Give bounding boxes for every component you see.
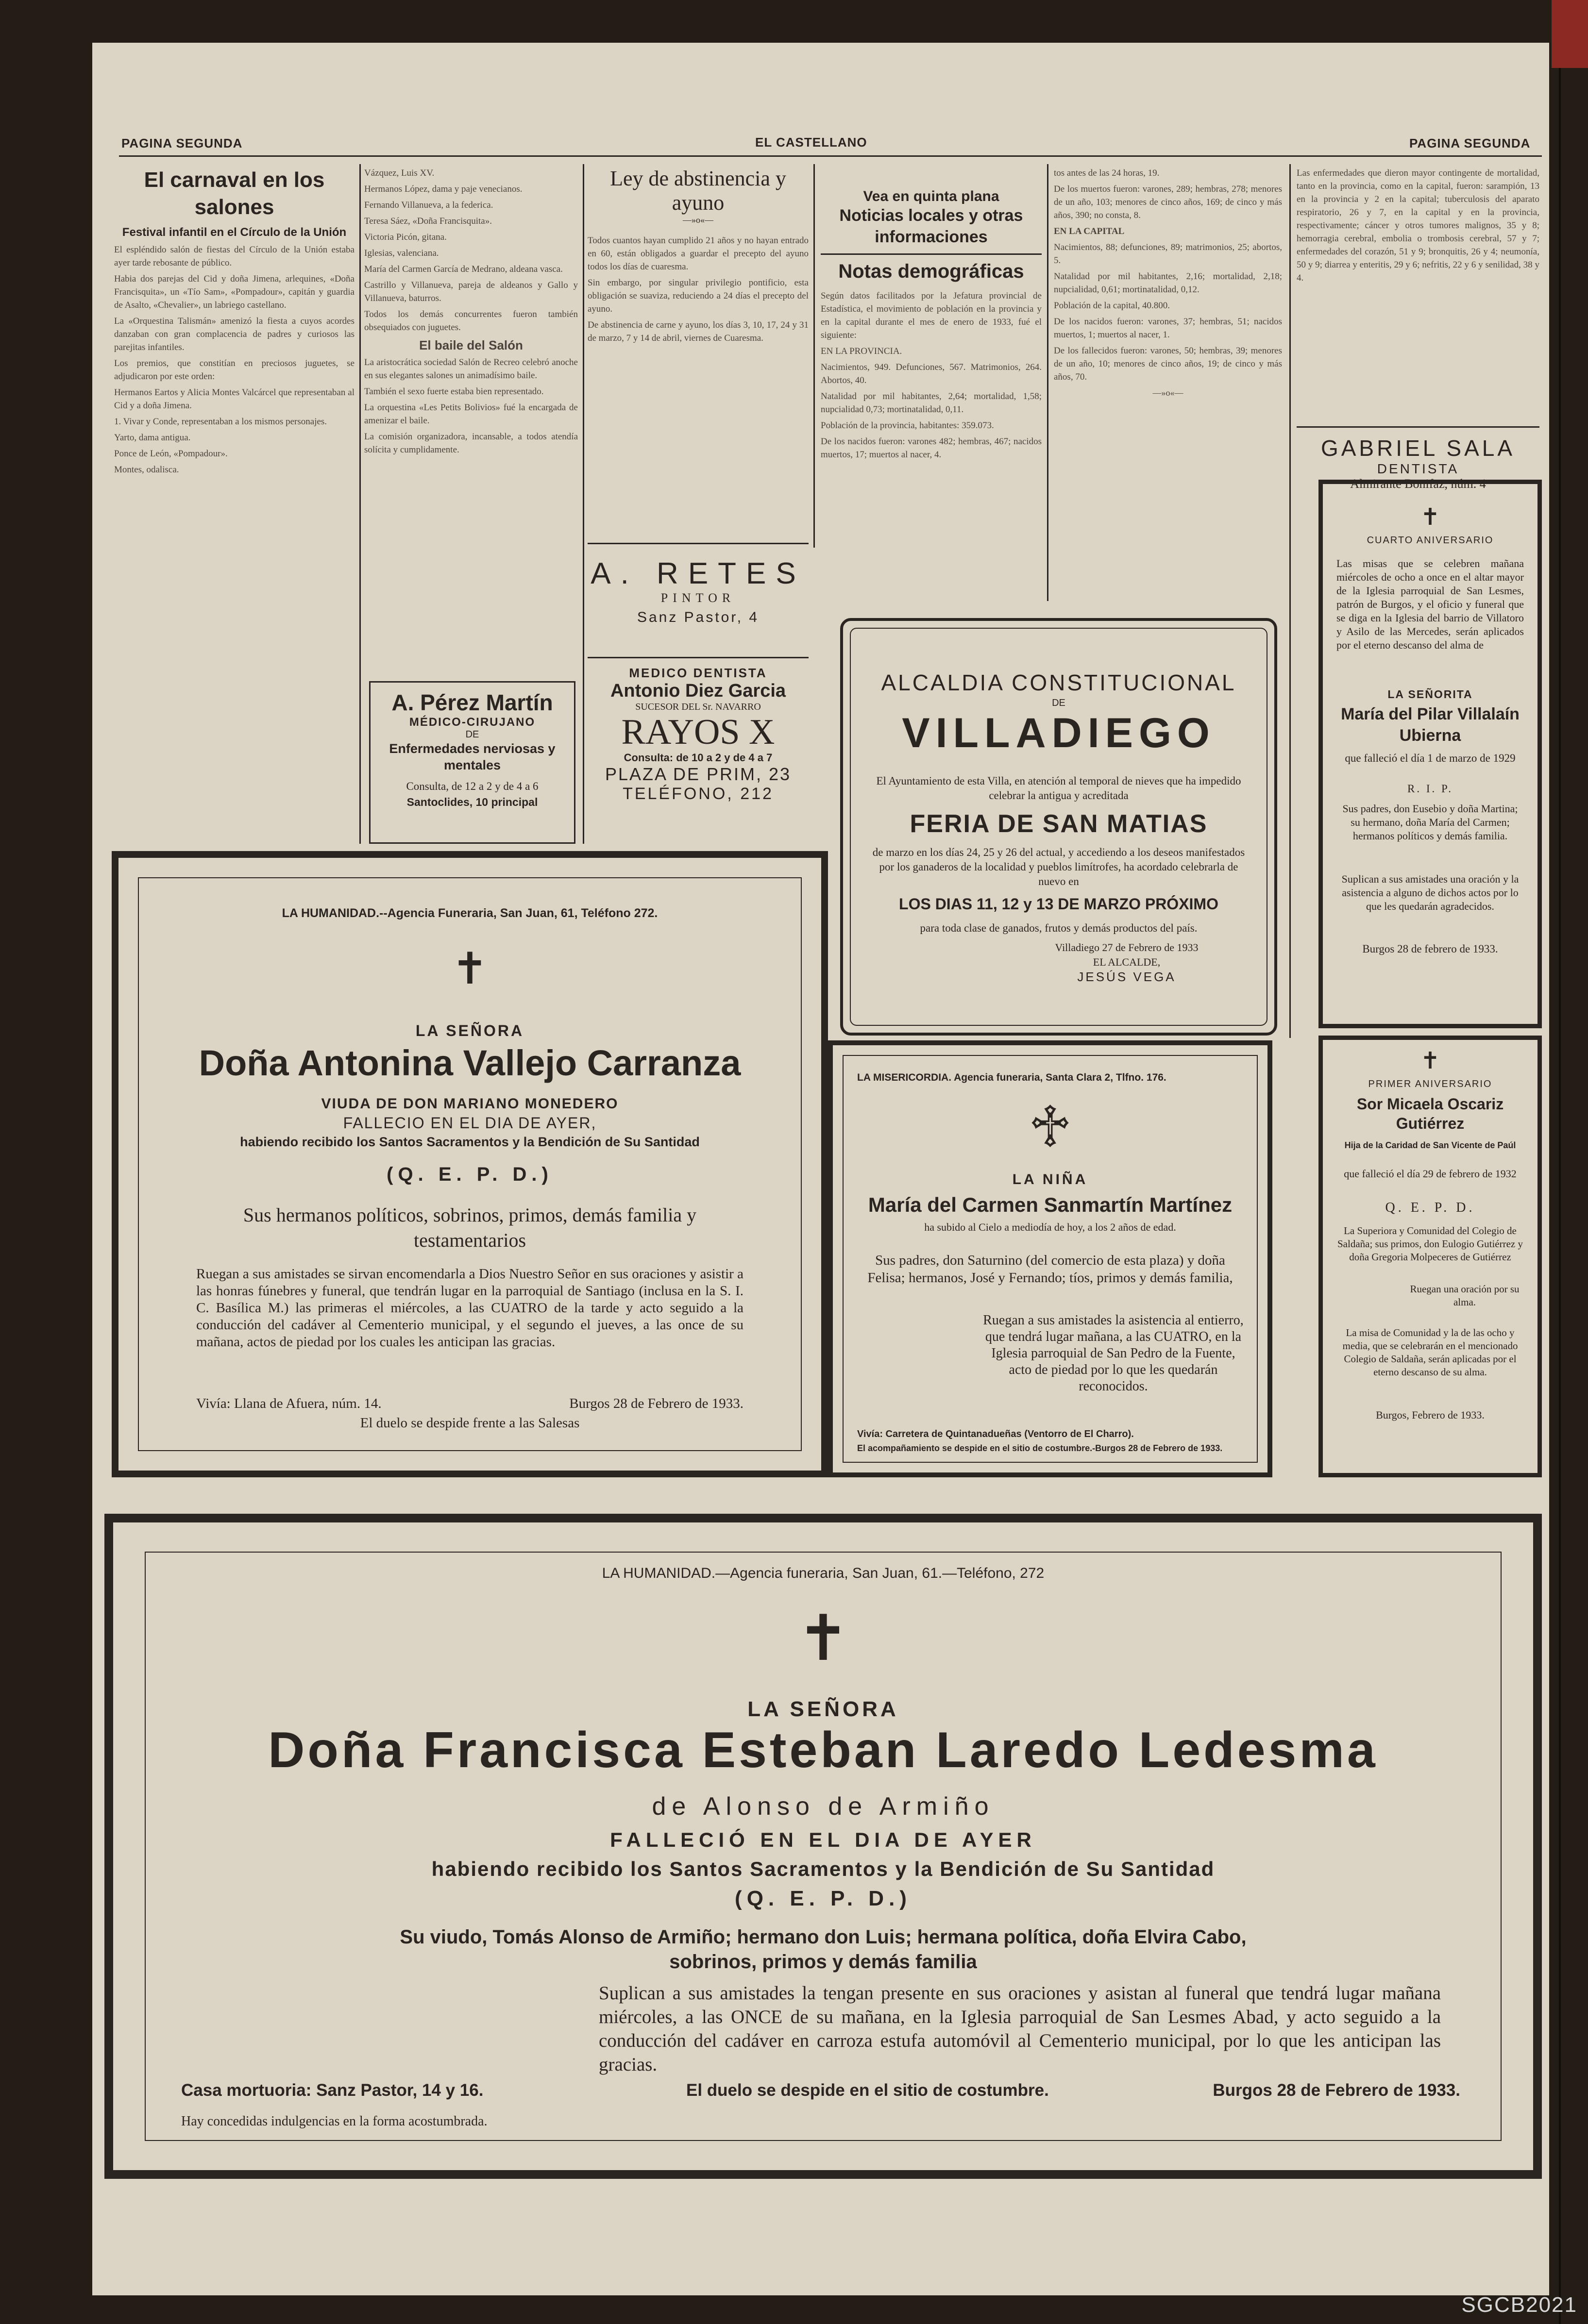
ubierna-date: Burgos 28 de febrero de 1933. bbox=[1362, 943, 1498, 955]
ubierna-cross-icon: ✝ bbox=[1420, 504, 1440, 530]
header-rule bbox=[119, 155, 1542, 157]
demo-c3: EN LA CAPITAL bbox=[1054, 226, 1125, 236]
ad-diez-garcia bbox=[588, 662, 809, 846]
sanmartin-la-nina: LA NIÑA bbox=[1012, 1171, 1088, 1187]
demo-p4: Natalidad por mil habitantes, 2,64; mortalidad, 1,58; nupcialidad 0,73; mortinatalidad, 0,11. bbox=[821, 391, 1042, 415]
esteban-de: de Alonso de Armiño bbox=[652, 1792, 995, 1821]
vallejo-body: Ruegan a sus amistades se sirvan encomendarla a Dios Nuestro Señor en sus oraciones y asistir a las honras fúnebres y funeral, que tendrán lugar en la parroquial de Santiago (inclusa en la S. I. C. Basílica M.) las primeras el miércoles, a las CUATRO de la tarde y acto seguido a la conducción del cadáver al Cementerio municipal, y el segundo el jueves, a las once de su mañana, actos de piedad por los cuales les anticipan las gracias. bbox=[196, 1266, 743, 1350]
oscariz-date: Burgos, Febrero de 1933. bbox=[1376, 1409, 1485, 1421]
sanmartin-body: Ruegan a sus amistades la asistencia al entierro, que tendrá lugar mañana, a las CUATRO, en la Iglesia parroquial de San Pedro de la Fuente, acto de piedad por lo que les quedarán reconocidos. bbox=[983, 1313, 1244, 1394]
retes-title: PINTOR bbox=[660, 591, 736, 605]
archive-watermark: SGCB2021 bbox=[1461, 2293, 1577, 2317]
demo-c8: De los fallecidos fueron: varones, 50; hembras, 39; menores de un año, 10; menores de cinco años, 19; de cinco y más años, 70. bbox=[1054, 346, 1282, 382]
demo-c4: Nacimientos, 88; defunciones, 89; matrimonios, 25; abortos, 5. bbox=[1054, 242, 1282, 266]
carnaval-p6: 1. Vivar y Conde, representaban a los mismos personajes. bbox=[114, 417, 327, 427]
retes-rule bbox=[588, 657, 809, 658]
sanmartin-address: Vivía: Carretera de Quintanadueñas (Ventorro de El Charro). bbox=[857, 1429, 1134, 1439]
cont-p7: María del Carmen García de Medrano, aldeana vasca. bbox=[364, 264, 563, 274]
esteban-rip: (Q. E. P. D.) bbox=[735, 1887, 912, 1910]
vallejo-family: Sus hermanos políticos, sobrinos, primos, demás familia y testamentarios bbox=[243, 1204, 697, 1251]
vallejo-cross-icon: ✝ bbox=[451, 945, 489, 993]
quinta-label: Vea en quinta plana bbox=[863, 188, 999, 204]
diez-hours: Consulta: de 10 a 2 y de 4 a 7 bbox=[624, 752, 773, 764]
esteban-indulgences: Hay concedidas indulgencias en la forma acostumbrada. bbox=[181, 2114, 488, 2129]
anniversary-oscariz bbox=[1318, 1036, 1542, 1477]
perez-title: MÉDICO-CIRUJANO bbox=[409, 716, 536, 729]
oscariz-name: Sor Micaela Oscariz Gutiérrez bbox=[1356, 1095, 1504, 1132]
ubierna-la-senorita: LA SEÑORITA bbox=[1387, 688, 1473, 701]
vallejo-died: FALLECIO EN EL DIA DE AYER, bbox=[343, 1114, 597, 1132]
ubierna-request: Suplican a sus amistades una oración y la asistencia a alguno de dichos actos por lo que les quedarán agradecidos. bbox=[1341, 873, 1519, 912]
enf-p1: Las enfermedades que dieron mayor contingente de mortalidad, tanto en la provincia, como en la capital, fueron: sarampión, 13 en la provincia y 2 en la capital; tuberculosis del aparato respiratorio, 26 y 7, en la capital y en la provincia, respectivamente; cáncer y otros tumores malignos, 35 y 8; hemorragia cerebral, embolia o trombosis cerebral, 57 y 7; enfermedades del corazón, 51 y 9; bronquitis, 26 y 4; neumonía, 50 y 9; diarrea y enteritis, 29 y 6; nefritis, 22 y 6 y senilidad, 38 y 4. bbox=[1297, 168, 1539, 283]
carnaval-p2: Habia dos parejas del Cid y doña Jimena, arlequines, «Doña Francisquita», un «Tío Sam», «Pompadour», capitán y guardia de Asalto, «Chevalier», un labriego castellano. bbox=[114, 274, 355, 310]
perez-hours: Consulta, de 12 a 2 y de 4 a 6 bbox=[406, 780, 539, 792]
villadiego-town: VILLADIEGO bbox=[902, 710, 1216, 756]
villadiego-signed-name: JESÚS VEGA bbox=[1077, 970, 1176, 984]
sanmartin-name: María del Carmen Sanmartín Martínez bbox=[868, 1193, 1233, 1216]
carnaval-p7: Yarto, dama antigua. bbox=[114, 433, 191, 443]
diez-name: Antonio Diez Garcia bbox=[610, 681, 786, 701]
cont-p5: Victoria Picón, gitana. bbox=[364, 232, 447, 242]
ad-perez-martin bbox=[369, 681, 575, 844]
demo-p1: Según datos facilitados por la Jefatura provincial de Estadística, el movimiento de población en la provincia y en la capital durante el mes de enero de 1933, fué el siguiente: bbox=[821, 291, 1042, 340]
demo-c7: De los nacidos fueron: varones, 37; hembras, 51; nacidos muertos, 1; muertos al nacer, 1. bbox=[1054, 317, 1282, 340]
binding-ribbon bbox=[1552, 0, 1588, 68]
oscariz-cross-icon: ✝ bbox=[1420, 1048, 1440, 1074]
abstinencia-ornament: —»o«— bbox=[683, 215, 713, 225]
abst-p3: De abstinencia de carne y ayuno, los días 3, 10, 17, 24 y 31 de marzo, 7 y 14 de abril, viernes de Cuaresma. bbox=[588, 320, 809, 343]
carnaval-p5: Hermanos Eartos y Alicia Montes Valcárcel que representaban al Cid y a doña Jimena. bbox=[114, 387, 355, 411]
cont-p10: La aristocrática sociedad Salón de Recreo celebró anoche en sus elegantes salones un animadísimo baile. bbox=[364, 357, 578, 381]
ubierna-title: CUARTO ANIVERSARIO bbox=[1367, 535, 1494, 546]
esteban-family2: sobrinos, primos y demás familia bbox=[669, 1951, 977, 1973]
abstinencia-title: Ley de abstinencia y ayuno bbox=[610, 167, 786, 215]
carnaval-p4: Los premios, que constitían en preciosos juguetes, se adjudicaron por este orden: bbox=[114, 358, 355, 382]
demo-p3: Nacimientos, 949. Defunciones, 567. Matrimonios, 264. Abortos, 40. bbox=[821, 362, 1042, 385]
ubierna-name: María del Pilar Villalaín Ubierna bbox=[1341, 705, 1520, 745]
ubierna-family: Sus padres, don Eusebio y doña Martina; su hermano, doña María del Carmen; hermanos políticos y demás familia. bbox=[1342, 803, 1518, 842]
oscariz-request: Ruegan una oración por su alma. bbox=[1410, 1283, 1520, 1308]
esteban-agency: LA HUMANIDAD.—Agencia funeraria, San Juan, 61.—Teléfono, 272 bbox=[602, 1565, 1045, 1581]
carnaval-p1: El espléndido salón de fiestas del Círculo de la Unión estaba ayer tarde rebosante de público. bbox=[114, 245, 355, 268]
noticias-label: Noticias locales y otras informaciones bbox=[839, 206, 1023, 246]
cont-p1: Vázquez, Luis XV. bbox=[364, 168, 435, 178]
abst-p1: Todos cuantos hayan cumplido 21 años y no hayan entrado en 60, están obligados a guardar el precepto del ayuno todos los días de cuaresma. bbox=[588, 235, 809, 272]
sanmartin-ascended: ha subido al Cielo a mediodía de hoy, a los 2 años de edad. bbox=[924, 1221, 1176, 1233]
perez-de: DE bbox=[465, 729, 479, 740]
diez-rayos: RAYOS X bbox=[621, 712, 775, 752]
carnaval-p8: Ponce de León, «Pompadour». bbox=[114, 449, 228, 459]
esteban-body: Suplican a sus amistades la tengan presente en sus oraciones y asistan al funeral que tendrá lugar mañana miércoles, a las ONCE de su mañana, en la Iglesia parroquial de San Lesmes Abad, y acto seguido a la conducción del cadáver en carroza estufa automóvil al Cementerio municipal, por lo que les anticipan las gracias. bbox=[599, 1983, 1441, 2075]
enfermedades-text bbox=[1297, 167, 1539, 284]
sanmartin-parents: Sus padres, don Saturnino (del comercio de esta plaza) y doña Felisa; hermanos, José y Fernando; tíos, primos y demás familia, bbox=[867, 1253, 1233, 1286]
demo-c5: Natalidad por mil habitantes, 2,16; mortalidad, 2,18; nupcialidad, 0,61; mortinatalidad, 0,12. bbox=[1054, 271, 1282, 295]
column-demograficas bbox=[821, 188, 1042, 596]
oscariz-title: PRIMER ANIVERSARIO bbox=[1368, 1079, 1492, 1089]
column-carnaval bbox=[114, 167, 355, 849]
col-rule-4 bbox=[1047, 164, 1048, 601]
header-center: EL CASTELLANO bbox=[755, 135, 867, 150]
vallejo-rip: (Q. E. P. D.) bbox=[387, 1164, 553, 1185]
carnaval-title: El carnaval en los salones bbox=[144, 168, 325, 219]
vallejo-date: Burgos 28 de Febrero de 1933. bbox=[569, 1396, 743, 1411]
demo-c6: Población de la capital, 40.800. bbox=[1054, 301, 1170, 311]
demograficas-title: Notas demográficas bbox=[838, 261, 1024, 282]
esteban-date: Burgos 28 de Febrero de 1933. bbox=[1213, 2081, 1460, 2100]
villadiego-body: de marzo en los días 24, 25 y 26 del actual, y accediendo a los deseos manifestados por los ganaderos de la localidad y pueblos limítrofes, ha acordado celebrarla de nuevo en bbox=[872, 846, 1245, 887]
esteban-sacraments: habiendo recibido los Santos Sacramentos y la Bendición de Su Santidad bbox=[431, 1857, 1215, 1880]
diez-address: PLAZA DE PRIM, 23 bbox=[605, 764, 792, 784]
oscariz-order: Hija de la Caridad de San Vicente de Paúl bbox=[1344, 1140, 1516, 1150]
oscariz-masses: La misa de Comunidad y la de las ocho y media, que se celebrarán en el mencionado Colegio de Saldaña, serán aplicadas por el eterno descanso de su alma. bbox=[1342, 1327, 1518, 1378]
oscariz-died: que falleció el día 29 de febrero de 1932 bbox=[1344, 1168, 1517, 1180]
carnaval-subtitle: Festival infantil en el Círculo de la Unión bbox=[122, 226, 347, 239]
obituary-esteban bbox=[104, 1514, 1542, 2179]
esteban-family1: Su viudo, Tomás Alonso de Armiño; hermano don Luis; hermana política, doña Elvira Cabo, bbox=[400, 1926, 1247, 1948]
carnaval-p3: La «Orquestina Talismán» amenizó la fiesta a cuyos acordes danzaban con gran complacencia de padres y curiosos las parejitas infantiles. bbox=[114, 316, 355, 352]
ubierna-died: que falleció el día 1 de marzo de 1929 bbox=[1345, 752, 1516, 764]
demo-c1: tos antes de las 24 horas, 19. bbox=[1054, 168, 1160, 178]
vallejo-widow: VIUDA DE DON MARIANO MONEDERO bbox=[321, 1096, 619, 1112]
demo-cont-text bbox=[1054, 167, 1282, 400]
diez-line1: MEDICO DENTISTA bbox=[629, 666, 767, 680]
vallejo-la-senora: LA SEÑORA bbox=[415, 1022, 524, 1039]
demo-c2: De los muertos fueron: varones, 289; hembras, 278; menores de un año, 103; menores de cinco años, 169; de cinco y más años, 390; no consta, 8. bbox=[1054, 184, 1282, 220]
newspaper-page bbox=[92, 43, 1549, 2295]
demograficas-rule bbox=[821, 253, 1042, 255]
column-enfermedades bbox=[1297, 167, 1539, 424]
cont-p3: Fernando Villanueva, a la federica. bbox=[364, 200, 493, 210]
cont-p2: Hermanos López, dama y paje venecianos. bbox=[364, 184, 523, 194]
vallejo-name: Doña Antonina Vallejo Carranza bbox=[199, 1043, 741, 1083]
col-rule-1 bbox=[359, 164, 361, 844]
carnaval-text bbox=[114, 243, 355, 476]
vallejo-agency: LA HUMANIDAD.--Agencia Funeraria, San Juan, 61, Teléfono 272. bbox=[282, 906, 658, 920]
carnaval-p9: Montes, odalisca. bbox=[114, 465, 179, 475]
ubierna-rip: R. I. P. bbox=[1407, 783, 1453, 795]
cont-p13: La comisión organizadora, incansable, a todos atendía solícita y cumplidamente. bbox=[364, 432, 578, 455]
obituary-sanmartin bbox=[828, 1040, 1272, 1477]
esteban-la-senora: LA SEÑORA bbox=[747, 1697, 899, 1721]
abst-p2: Sin embargo, por singular privilegio pontificio, esta obligación se suaviza, reduciendo a 24 días el precepto del ayuno. bbox=[588, 278, 809, 314]
sanmartin-angel-icon: ♱ bbox=[1028, 1095, 1073, 1160]
anniversary-ubierna bbox=[1318, 480, 1542, 1028]
villadiego-signed-role: EL ALCALDE, bbox=[1093, 956, 1161, 968]
esteban-farewell: El duelo se despide en el sitio de costumbre. bbox=[686, 2081, 1049, 2100]
retes-name: A. RETES bbox=[591, 557, 806, 590]
villadiego-event: FERIA DE SAN MATIAS bbox=[910, 810, 1208, 838]
diez-successor: SUCESOR DEL Sr. NAVARRO bbox=[635, 702, 761, 712]
perez-address: Santoclides, 10 principal bbox=[406, 796, 538, 808]
baile-subhead: El baile del Salón bbox=[419, 338, 523, 352]
oscariz-family: La Superiora y Comunidad del Colegio de Saldaña; sus primos, don Eulogio Gutiérrez y doña Gregoria Molpeceres de Gutiérrez bbox=[1337, 1225, 1523, 1263]
perez-name: A. Pérez Martín bbox=[391, 690, 553, 715]
header-left: PAGINA SEGUNDA bbox=[121, 136, 243, 150]
demo-p6: De los nacidos fueron: varones 482; hembras, 467; nacidos muertos, 17; muertos al nacer, 4. bbox=[821, 436, 1042, 460]
villadiego-intro: El Ayuntamiento de esta Villa, en atención al temporal de nieves que ha impedido celebrar la antigua y acreditada bbox=[876, 775, 1241, 802]
villadiego-goods: para toda clase de ganados, frutos y demás productos del país. bbox=[920, 922, 1198, 934]
col-rule-3 bbox=[813, 164, 815, 548]
demo-p5: Población de la provincia, habitantes: 359.073. bbox=[821, 420, 994, 431]
vallejo-sacraments: habiendo recibido los Santos Sacramentos y la Bendición de Su Santidad bbox=[240, 1135, 700, 1149]
binding-edge bbox=[1559, 0, 1561, 2324]
cont-p8: Castrillo y Villanueva, pareja de aldeanos y Gallo y Villanueva, baturros. bbox=[364, 280, 578, 303]
demograficas-text bbox=[821, 289, 1042, 461]
cont-p11: También el sexo fuerte estaba bien representado. bbox=[364, 386, 544, 397]
esteban-cross-icon: ✝ bbox=[796, 1604, 850, 1674]
abstinencia-text bbox=[588, 234, 809, 345]
demo-p2: EN LA PROVINCIA. bbox=[821, 346, 902, 356]
cont-p9: Todos los demás concurrentes fueron también obsequiados con juguetes. bbox=[364, 309, 578, 333]
villadiego-dates: LOS DIAS 11, 12 y 13 DE MARZO PRÓXIMO bbox=[899, 895, 1218, 913]
oscariz-rip: Q. E. P. D. bbox=[1385, 1200, 1475, 1215]
column-carnaval-cont bbox=[364, 167, 578, 676]
demo-ornament: —»o«— bbox=[1152, 388, 1183, 398]
retes-address: Sanz Pastor, 4 bbox=[637, 609, 760, 625]
abstinencia-rule bbox=[588, 543, 809, 544]
cont-p4: Teresa Sáez, «Doña Francisquita». bbox=[364, 216, 492, 226]
sala-address: Almirante Bonifaz, núm. 4 bbox=[1350, 477, 1486, 491]
col-rule-5 bbox=[1289, 164, 1291, 1038]
enfermedades-rule bbox=[1297, 426, 1539, 428]
vallejo-farewell: El duelo se despide frente a las Salesas bbox=[360, 1415, 580, 1431]
sanmartin-agency: LA MISERICORDIA. Agencia funeraria, Santa Clara 2, Tlfno. 176. bbox=[857, 1072, 1166, 1083]
esteban-house: Casa mortuoria: Sanz Pastor, 14 y 16. bbox=[181, 2081, 484, 2100]
perez-specialty: Enfermedades nerviosas y mentales bbox=[389, 741, 556, 772]
carnaval-cont-text bbox=[364, 167, 578, 456]
sala-title: DENTISTA bbox=[1377, 461, 1459, 476]
ubierna-body1: Las misas que se celebren mañana miércoles de ocho a once en el altar mayor de la Iglesia parroquial de San Lesmes, patrón de Burgos, y el oficio y funeral que se diga en la Iglesia del barrio de Villatoro y Asilo de las Mercedes, serán aplicados por el eterno descanso del alma de bbox=[1336, 557, 1524, 651]
column-demograficas-cont bbox=[1054, 167, 1282, 613]
villadiego-de: DE bbox=[1052, 698, 1065, 708]
diez-phone: TELÉFONO, 212 bbox=[623, 785, 774, 803]
obituary-vallejo bbox=[112, 851, 828, 1477]
esteban-died: FALLECIÓ EN EL DIA DE AYER bbox=[610, 1828, 1036, 1851]
sanmartin-farewell: El acompañamiento se despide en el sitio de costumbre.-Burgos 28 de Febrero de 1933. bbox=[857, 1443, 1223, 1453]
ad-retes bbox=[588, 548, 809, 654]
cont-p6: Iglesias, valenciana. bbox=[364, 248, 439, 258]
esteban-name: Doña Francisca Esteban Laredo Ledesma bbox=[268, 1722, 1378, 1778]
column-abstinencia bbox=[588, 167, 809, 540]
notice-villadiego bbox=[840, 618, 1277, 1036]
sala-name: GABRIEL SALA bbox=[1320, 435, 1516, 461]
header-right: PAGINA SEGUNDA bbox=[1409, 136, 1531, 150]
col-rule-2 bbox=[583, 164, 584, 844]
villadiego-signed-place: Villadiego 27 de Febrero de 1933 bbox=[1055, 941, 1199, 953]
villadiego-top: ALCALDIA CONSTITUCIONAL bbox=[881, 670, 1236, 695]
vallejo-address: Vivía: Llana de Afuera, núm. 14. bbox=[196, 1396, 382, 1411]
cont-p12: La orquestina «Les Petits Bolivios» fué la encargada de amenizar el baile. bbox=[364, 402, 578, 426]
